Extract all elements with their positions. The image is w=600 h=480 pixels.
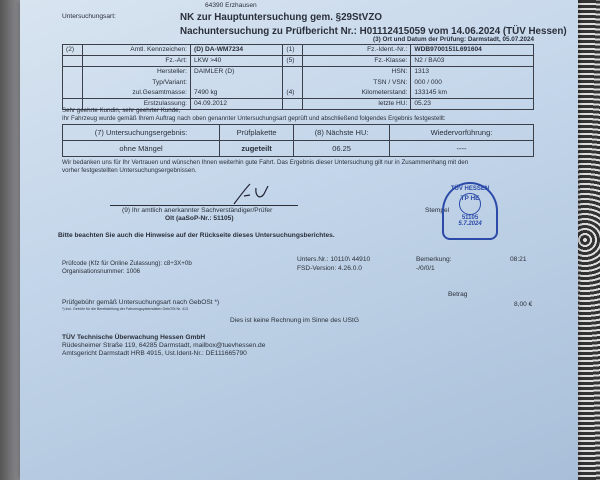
vehicle-row	[63, 88, 534, 99]
signature-line	[110, 205, 298, 206]
company-register: Amtsgericht Darmstadt HRB 4915, Ust.Ident-Nr.: DE111665790	[62, 350, 247, 357]
left-field-label: Amtl. Kennzeichen:	[83, 45, 191, 56]
title-line2: Nachuntersuchung zu Prüfbericht Nr.: H01112415059 vom 14.06.2024 (TÜV Hessen)	[180, 26, 567, 37]
greeting: Sehr geehrte Kundin, sehr geehrter Kunde,	[62, 107, 181, 114]
no-invoice-note: Dies ist keine Rechnung im Sinne des UStG	[230, 317, 360, 324]
left-field-number	[63, 88, 83, 99]
left-field-number: (2)	[63, 45, 83, 56]
right-field-number: (1)	[283, 45, 303, 56]
notice: Bitte beachten Sie auch die Hinweise auf der Rückseite dieses Untersuchungsberichtes.	[58, 232, 335, 239]
signature	[230, 182, 280, 206]
right-field-value: 000 / 000	[411, 78, 534, 88]
right-field-number: (4)	[283, 88, 303, 99]
right-field-number	[283, 99, 303, 110]
right-field-label: Fz.-Ident.-Nr.:	[303, 45, 411, 56]
vehicle-row	[63, 67, 534, 78]
result-value: ohne Mängel	[63, 141, 220, 157]
badge-value: zugeteilt	[220, 141, 294, 157]
check-code: Prüfcode (Kfz für Online Zulassung): c8÷3X+0b	[62, 260, 192, 267]
right-field-number	[283, 78, 303, 88]
fee-amount: 8,00 €	[514, 301, 533, 308]
company-address: Rüdesheimer Straße 119, 64285 Darmstadt, mailbox@tuevhessen.de	[62, 342, 266, 349]
type-label: Untersuchungsart:	[62, 13, 116, 20]
right-field-value: 05.23	[411, 99, 534, 110]
right-field-label: Kilometerstand:	[303, 88, 411, 99]
org-number: Organisationsnummer: 1006	[62, 268, 141, 275]
fsd-version: FSD-Version: 4.26.0.0	[297, 265, 362, 272]
company-name: TÜV Technische Überwachung Hessen GmbH	[62, 334, 206, 341]
right-field-value: 1313	[411, 67, 534, 78]
revisit-value: ----	[390, 141, 534, 157]
right-field-label: TSN / VSN:	[303, 78, 411, 88]
right-field-label: HSN:	[303, 67, 411, 78]
examiner-name: Olt (aaSoP-Nr.: 51105)	[165, 215, 234, 222]
left-field-label: Fz.-Art:	[83, 56, 191, 67]
right-field-value: WDB9700151L691604	[411, 45, 534, 56]
remark-label: Bemerkung:	[416, 256, 452, 263]
stamp-center: TP HE	[459, 193, 481, 215]
fee-line: Prüfgebühr gemäß Untersuchungsart nach GebOSt *)	[62, 299, 220, 306]
vehicle-row	[63, 45, 534, 56]
right-field-number	[283, 67, 303, 78]
left-field-label: Typ/Variant:	[83, 78, 191, 88]
result-header: (7) Untersuchungsergebnis:	[63, 125, 220, 141]
address-line: 64390 Erzhausen	[205, 2, 257, 9]
right-field-number: (5)	[283, 56, 303, 67]
next-hu-value: 06.25	[294, 141, 390, 157]
left-field-label: zul.Gesamtmasse:	[83, 88, 191, 99]
right-field-value: N2 / BA03	[411, 56, 534, 67]
left-field-value: (D) DA-WM7234	[191, 45, 283, 56]
left-field-number	[63, 78, 83, 88]
title-line1: NK zur Hauptuntersuchung gem. §29StVZO	[180, 12, 382, 23]
exam-number: Unters.Nr.: 10110\ 44910	[297, 256, 371, 263]
right-field-label: letzte HU:	[303, 99, 411, 110]
official-stamp	[442, 182, 498, 240]
examiner-label: (9) Ihr amtlich anerkannter Sachverständiger/Prüfer	[122, 207, 273, 214]
stamp-date: 5.7.2024	[458, 221, 482, 227]
vehicle-row	[63, 78, 534, 88]
thanks-line2: vorher festgestellten Untersuchungsergebnissen.	[62, 167, 197, 174]
stamp-label: Stempel	[425, 207, 450, 214]
fee-footnote: *) incl. Gebühr für die Bereitstellung der Fahrzeugsystemdaten GebOSt Nr. 413	[62, 307, 189, 311]
badge-header: Prüfplakette	[220, 125, 294, 141]
left-field-value: 7490 kg	[191, 88, 283, 99]
next-hu-header: (8) Nächste HU:	[294, 125, 390, 141]
left-field-number	[63, 67, 83, 78]
stamp-org: TÜV HESSEN	[450, 186, 490, 192]
thanks-line1: Wir bedanken uns für Ihr Vertrauen und wünschen Ihnen weiterhin gute Fahrt. Das Ergebnis dieser Untersuchung gilt nur in Zusammenhang mit den	[62, 159, 469, 166]
left-field-value: LKW >40	[191, 56, 283, 67]
place-date: (3) Ort und Datum der Prüfung: Darmstadt, 05.07.2024	[373, 36, 534, 43]
time: 08:21	[510, 256, 527, 263]
left-field-number	[63, 56, 83, 67]
left-field-value: 04.09.2012	[191, 99, 283, 110]
intro: Ihr Fahrzeug wurde gemäß Ihrem Auftrag nach oben genannter Untersuchungsart geprüft und abschließend folgendes Ergebnis festgestellt:	[62, 115, 446, 122]
left-field-label: Erstzulassung:	[83, 99, 191, 110]
stamp-number: 51105	[461, 215, 479, 221]
remark-value: -/0/0/1	[416, 265, 435, 272]
right-field-label: Fz.-Klasse:	[303, 56, 411, 67]
vehicle-table	[62, 44, 534, 110]
amount-label: Betrag	[448, 291, 468, 298]
left-field-label: Hersteller:	[83, 67, 191, 78]
vehicle-row	[63, 56, 534, 67]
right-field-value: 133145 km	[411, 88, 534, 99]
result-table	[62, 124, 534, 157]
left-field-value: DAIMLER (D)	[191, 67, 283, 78]
left-field-value	[191, 78, 283, 88]
revisit-header: Wiedervorführung:	[390, 125, 534, 141]
